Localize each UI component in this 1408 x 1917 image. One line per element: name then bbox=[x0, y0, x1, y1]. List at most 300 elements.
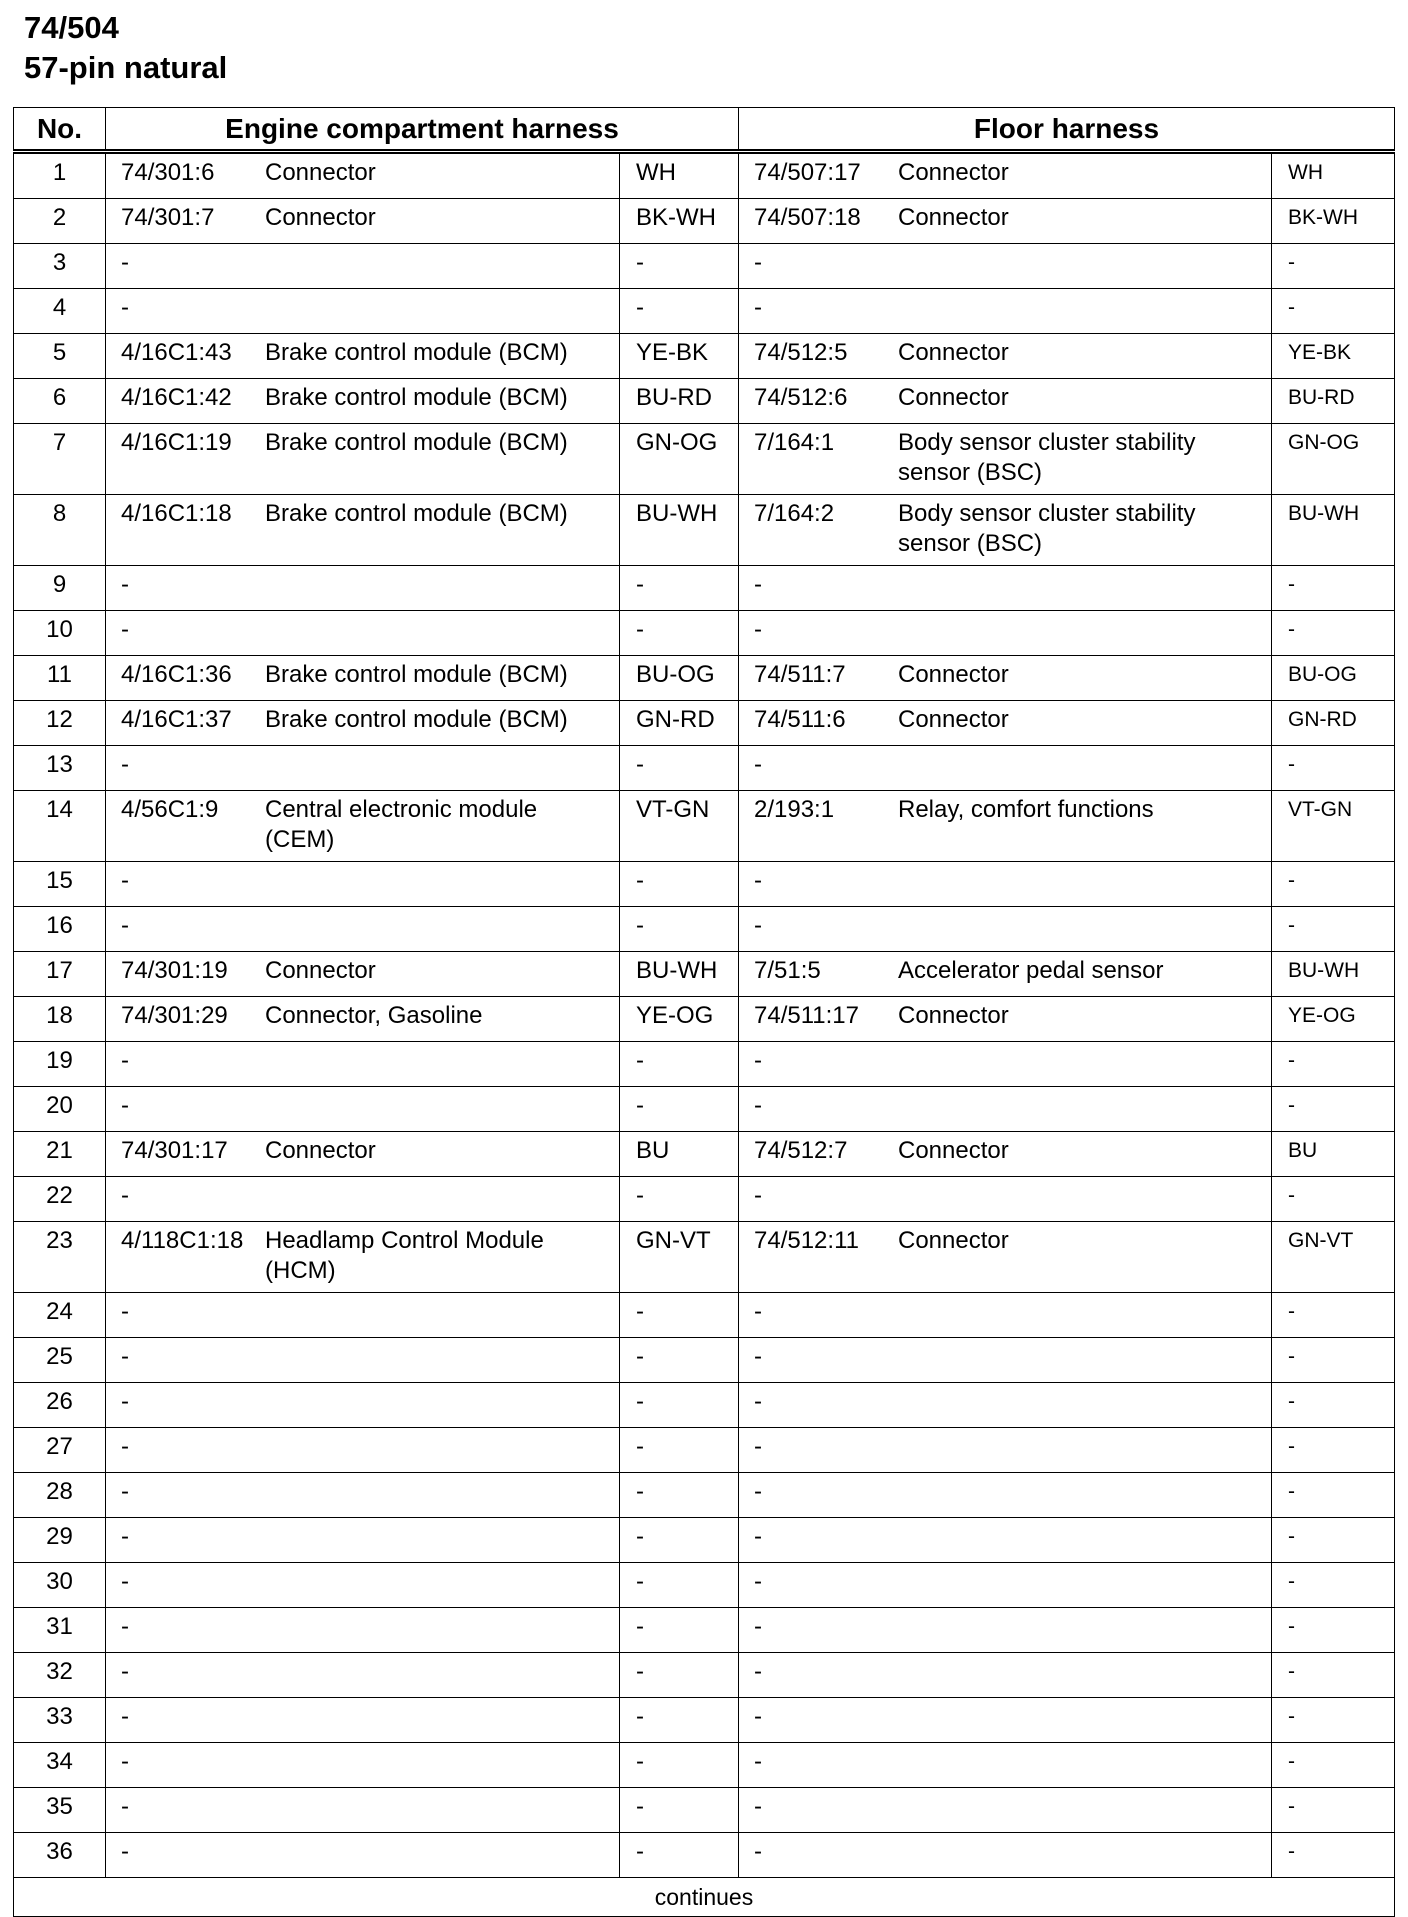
engine-connection bbox=[106, 1563, 620, 1608]
engine-desc: Connector bbox=[265, 957, 376, 984]
pin-number: 11 bbox=[14, 656, 106, 701]
table-row bbox=[14, 746, 1395, 791]
col-header-engine: Engine compartment harness bbox=[106, 108, 739, 152]
pin-number: 16 bbox=[14, 907, 106, 952]
floor-desc: Body sensor cluster stability sensor (BSC) bbox=[898, 429, 1196, 486]
engine-wire-color: WH bbox=[620, 152, 739, 199]
floor-wire-color: - bbox=[1272, 1698, 1395, 1743]
floor-connection bbox=[739, 656, 1272, 701]
pin-number: 7 bbox=[14, 424, 106, 495]
floor-desc: Connector bbox=[898, 384, 1009, 411]
floor-desc: Connector bbox=[898, 706, 1009, 733]
engine-ref: - bbox=[121, 1748, 129, 1775]
floor-desc: Relay, comfort functions bbox=[898, 796, 1154, 823]
floor-connection bbox=[739, 1473, 1272, 1518]
floor-connection bbox=[739, 152, 1272, 199]
engine-connection bbox=[106, 1338, 620, 1383]
table-row bbox=[14, 1383, 1395, 1428]
pin-number: 32 bbox=[14, 1653, 106, 1698]
engine-ref: - bbox=[121, 1298, 129, 1325]
floor-connection bbox=[739, 1042, 1272, 1087]
engine-wire-color: - bbox=[620, 1087, 739, 1132]
pin-number: 15 bbox=[14, 862, 106, 907]
engine-ref: - bbox=[121, 1613, 129, 1640]
pin-number: 2 bbox=[14, 199, 106, 244]
engine-ref: 74/301:17 bbox=[121, 1137, 228, 1164]
engine-ref: - bbox=[121, 1478, 129, 1505]
floor-connection bbox=[739, 379, 1272, 424]
floor-wire-color: - bbox=[1272, 244, 1395, 289]
pin-number: 28 bbox=[14, 1473, 106, 1518]
pin-number: 14 bbox=[14, 791, 106, 862]
pin-number: 36 bbox=[14, 1833, 106, 1878]
engine-ref: - bbox=[121, 1182, 129, 1209]
engine-ref: 4/16C1:43 bbox=[121, 339, 232, 366]
floor-wire-color: - bbox=[1272, 1653, 1395, 1698]
connector-id: 74/504 bbox=[24, 10, 119, 45]
table-row bbox=[14, 1653, 1395, 1698]
table-row bbox=[14, 334, 1395, 379]
engine-wire-color: - bbox=[620, 1788, 739, 1833]
engine-ref: - bbox=[121, 616, 129, 643]
engine-connection bbox=[106, 1473, 620, 1518]
pin-number: 5 bbox=[14, 334, 106, 379]
floor-connection bbox=[739, 1293, 1272, 1338]
floor-connection bbox=[739, 566, 1272, 611]
engine-desc: Connector bbox=[265, 159, 376, 186]
floor-wire-color: BU-WH bbox=[1272, 952, 1395, 997]
engine-desc: Brake control module (BCM) bbox=[265, 706, 568, 733]
floor-connection bbox=[739, 199, 1272, 244]
pin-number: 9 bbox=[14, 566, 106, 611]
engine-wire-color: BU-WH bbox=[620, 952, 739, 997]
floor-wire-color: - bbox=[1272, 1042, 1395, 1087]
engine-ref: 4/16C1:42 bbox=[121, 384, 232, 411]
engine-connection bbox=[106, 997, 620, 1042]
table-row bbox=[14, 1042, 1395, 1087]
floor-desc: Connector bbox=[898, 339, 1009, 366]
table-row bbox=[14, 1428, 1395, 1473]
floor-desc: Connector bbox=[898, 661, 1009, 688]
engine-wire-color: - bbox=[620, 1177, 739, 1222]
pin-number: 24 bbox=[14, 1293, 106, 1338]
floor-ref: 74/507:18 bbox=[754, 204, 861, 231]
engine-connection bbox=[106, 656, 620, 701]
floor-wire-color: - bbox=[1272, 1383, 1395, 1428]
engine-ref: - bbox=[121, 1838, 129, 1865]
pin-number: 21 bbox=[14, 1132, 106, 1177]
floor-wire-color: - bbox=[1272, 1608, 1395, 1653]
floor-ref: - bbox=[754, 1793, 762, 1820]
floor-connection bbox=[739, 701, 1272, 746]
engine-wire-color: - bbox=[620, 1383, 739, 1428]
engine-ref: - bbox=[121, 1658, 129, 1685]
floor-ref: - bbox=[754, 1838, 762, 1865]
table-row bbox=[14, 199, 1395, 244]
table-footer-row bbox=[14, 1878, 1395, 1917]
floor-desc: Connector bbox=[898, 159, 1009, 186]
table-row bbox=[14, 1743, 1395, 1788]
engine-desc: Brake control module (BCM) bbox=[265, 429, 568, 456]
floor-wire-color: BK-WH bbox=[1272, 199, 1395, 244]
floor-ref: - bbox=[754, 294, 762, 321]
pin-number: 25 bbox=[14, 1338, 106, 1383]
floor-wire-color: - bbox=[1272, 566, 1395, 611]
table-row bbox=[14, 862, 1395, 907]
engine-connection bbox=[106, 424, 620, 495]
engine-desc: Central electronic module (CEM) bbox=[265, 796, 538, 853]
table-row bbox=[14, 1222, 1395, 1293]
engine-ref: - bbox=[121, 1523, 129, 1550]
engine-wire-color: - bbox=[620, 907, 739, 952]
engine-ref: 4/16C1:18 bbox=[121, 500, 232, 527]
floor-wire-color: - bbox=[1272, 862, 1395, 907]
engine-connection bbox=[106, 334, 620, 379]
pin-table bbox=[13, 107, 1395, 1917]
floor-wire-color: - bbox=[1272, 1563, 1395, 1608]
floor-connection bbox=[739, 1608, 1272, 1653]
floor-wire-color: BU-RD bbox=[1272, 379, 1395, 424]
floor-ref: 74/512:5 bbox=[754, 339, 848, 366]
engine-connection bbox=[106, 1743, 620, 1788]
pin-number: 27 bbox=[14, 1428, 106, 1473]
engine-wire-color: - bbox=[620, 1563, 739, 1608]
floor-connection bbox=[739, 611, 1272, 656]
table-row bbox=[14, 611, 1395, 656]
floor-wire-color: VT-GN bbox=[1272, 791, 1395, 862]
floor-connection bbox=[739, 424, 1272, 495]
engine-ref: - bbox=[121, 1703, 129, 1730]
engine-connection bbox=[106, 152, 620, 199]
floor-ref: 74/512:11 bbox=[754, 1227, 859, 1254]
engine-connection bbox=[106, 379, 620, 424]
floor-connection bbox=[739, 244, 1272, 289]
engine-connection bbox=[106, 1177, 620, 1222]
engine-wire-color: - bbox=[620, 862, 739, 907]
engine-connection bbox=[106, 746, 620, 791]
pin-number: 18 bbox=[14, 997, 106, 1042]
table-row bbox=[14, 791, 1395, 862]
engine-ref: - bbox=[121, 249, 129, 276]
engine-connection bbox=[106, 952, 620, 997]
floor-ref: 7/164:2 bbox=[754, 500, 835, 527]
engine-wire-color: - bbox=[620, 1608, 739, 1653]
floor-ref: - bbox=[754, 751, 762, 778]
engine-desc: Brake control module (BCM) bbox=[265, 384, 568, 411]
pin-number: 3 bbox=[14, 244, 106, 289]
floor-wire-color: - bbox=[1272, 1293, 1395, 1338]
table-row bbox=[14, 1087, 1395, 1132]
engine-wire-color: - bbox=[620, 566, 739, 611]
table-row bbox=[14, 1698, 1395, 1743]
floor-ref: - bbox=[754, 1343, 762, 1370]
engine-wire-color: - bbox=[620, 1518, 739, 1563]
table-row bbox=[14, 152, 1395, 199]
engine-wire-color: - bbox=[620, 1338, 739, 1383]
table-row bbox=[14, 1563, 1395, 1608]
table-row bbox=[14, 1177, 1395, 1222]
engine-connection bbox=[106, 1222, 620, 1293]
floor-wire-color: GN-OG bbox=[1272, 424, 1395, 495]
floor-wire-color: GN-RD bbox=[1272, 701, 1395, 746]
floor-connection bbox=[739, 1698, 1272, 1743]
connector-description: 57-pin natural bbox=[24, 50, 228, 85]
floor-wire-color: YE-BK bbox=[1272, 334, 1395, 379]
floor-connection bbox=[739, 862, 1272, 907]
engine-wire-color: - bbox=[620, 244, 739, 289]
pin-number: 1 bbox=[14, 152, 106, 199]
engine-ref: - bbox=[121, 751, 129, 778]
floor-wire-color: - bbox=[1272, 1473, 1395, 1518]
floor-connection bbox=[739, 746, 1272, 791]
floor-connection bbox=[739, 1743, 1272, 1788]
floor-ref: - bbox=[754, 1523, 762, 1550]
floor-ref: - bbox=[754, 1433, 762, 1460]
floor-ref: - bbox=[754, 1298, 762, 1325]
floor-connection bbox=[739, 791, 1272, 862]
floor-wire-color: - bbox=[1272, 289, 1395, 334]
engine-connection bbox=[106, 289, 620, 334]
table-body bbox=[14, 152, 1395, 1878]
col-header-no: No. bbox=[14, 108, 106, 152]
engine-desc: Brake control module (BCM) bbox=[265, 661, 568, 688]
engine-wire-color: YE-BK bbox=[620, 334, 739, 379]
engine-connection bbox=[106, 1383, 620, 1428]
floor-connection bbox=[739, 1563, 1272, 1608]
pin-number: 34 bbox=[14, 1743, 106, 1788]
pin-number: 31 bbox=[14, 1608, 106, 1653]
table-row bbox=[14, 656, 1395, 701]
engine-ref: 4/16C1:19 bbox=[121, 429, 232, 456]
engine-desc: Headlamp Control Module (HCM) bbox=[265, 1227, 544, 1284]
floor-wire-color: YE-OG bbox=[1272, 997, 1395, 1042]
col-header-floor: Floor harness bbox=[739, 108, 1395, 152]
floor-wire-color: - bbox=[1272, 611, 1395, 656]
floor-connection bbox=[739, 1833, 1272, 1878]
engine-wire-color: - bbox=[620, 289, 739, 334]
floor-ref: 74/507:17 bbox=[754, 159, 861, 186]
floor-connection bbox=[739, 1428, 1272, 1473]
engine-ref: - bbox=[121, 571, 129, 598]
engine-desc: Brake control module (BCM) bbox=[265, 339, 568, 366]
table-row bbox=[14, 424, 1395, 495]
pin-number: 26 bbox=[14, 1383, 106, 1428]
floor-wire-color: - bbox=[1272, 1177, 1395, 1222]
floor-ref: - bbox=[754, 1047, 762, 1074]
engine-connection bbox=[106, 199, 620, 244]
engine-connection bbox=[106, 1833, 620, 1878]
floor-connection bbox=[739, 289, 1272, 334]
engine-connection bbox=[106, 1698, 620, 1743]
floor-ref: - bbox=[754, 1478, 762, 1505]
engine-connection bbox=[106, 611, 620, 656]
engine-ref: 4/16C1:36 bbox=[121, 661, 232, 688]
engine-wire-color: - bbox=[620, 611, 739, 656]
pin-number: 29 bbox=[14, 1518, 106, 1563]
engine-connection bbox=[106, 1518, 620, 1563]
engine-connection bbox=[106, 1428, 620, 1473]
floor-ref: - bbox=[754, 1388, 762, 1415]
table-row bbox=[14, 379, 1395, 424]
engine-ref: - bbox=[121, 1433, 129, 1460]
page-heading bbox=[24, 8, 227, 88]
engine-desc: Connector bbox=[265, 204, 376, 231]
pin-number: 8 bbox=[14, 495, 106, 566]
table-row bbox=[14, 1608, 1395, 1653]
floor-desc: Connector bbox=[898, 204, 1009, 231]
floor-wire-color: - bbox=[1272, 1743, 1395, 1788]
table-row bbox=[14, 1293, 1395, 1338]
floor-desc: Connector bbox=[898, 1002, 1009, 1029]
engine-ref: - bbox=[121, 1388, 129, 1415]
engine-connection bbox=[106, 1608, 620, 1653]
engine-wire-color: VT-GN bbox=[620, 791, 739, 862]
floor-ref: - bbox=[754, 1658, 762, 1685]
floor-wire-color: - bbox=[1272, 1788, 1395, 1833]
floor-wire-color: BU bbox=[1272, 1132, 1395, 1177]
floor-connection bbox=[739, 1132, 1272, 1177]
engine-wire-color: GN-RD bbox=[620, 701, 739, 746]
engine-ref: - bbox=[121, 1343, 129, 1370]
table-row bbox=[14, 701, 1395, 746]
table-row bbox=[14, 1788, 1395, 1833]
engine-ref: - bbox=[121, 1793, 129, 1820]
engine-connection bbox=[106, 701, 620, 746]
pin-number: 33 bbox=[14, 1698, 106, 1743]
engine-ref: - bbox=[121, 1092, 129, 1119]
floor-ref: 74/512:7 bbox=[754, 1137, 848, 1164]
engine-wire-color: - bbox=[620, 1653, 739, 1698]
floor-ref: - bbox=[754, 616, 762, 643]
pin-number: 30 bbox=[14, 1563, 106, 1608]
floor-desc: Connector bbox=[898, 1137, 1009, 1164]
engine-ref: - bbox=[121, 1568, 129, 1595]
engine-wire-color: - bbox=[620, 1293, 739, 1338]
floor-wire-color: - bbox=[1272, 1518, 1395, 1563]
floor-wire-color: - bbox=[1272, 907, 1395, 952]
floor-ref: - bbox=[754, 1748, 762, 1775]
floor-wire-color: - bbox=[1272, 1833, 1395, 1878]
engine-wire-color: - bbox=[620, 746, 739, 791]
floor-wire-color: GN-VT bbox=[1272, 1222, 1395, 1293]
floor-ref: 74/511:6 bbox=[754, 706, 846, 733]
floor-ref: 7/164:1 bbox=[754, 429, 835, 456]
table-row bbox=[14, 1518, 1395, 1563]
engine-connection bbox=[106, 1293, 620, 1338]
engine-connection bbox=[106, 495, 620, 566]
engine-connection bbox=[106, 1788, 620, 1833]
pin-number: 20 bbox=[14, 1087, 106, 1132]
floor-connection bbox=[739, 1338, 1272, 1383]
floor-connection bbox=[739, 1177, 1272, 1222]
engine-wire-color: BU-OG bbox=[620, 656, 739, 701]
floor-connection bbox=[739, 1653, 1272, 1698]
engine-connection bbox=[106, 1042, 620, 1087]
floor-connection bbox=[739, 334, 1272, 379]
floor-ref: - bbox=[754, 1092, 762, 1119]
engine-desc: Brake control module (BCM) bbox=[265, 500, 568, 527]
pin-number: 12 bbox=[14, 701, 106, 746]
floor-wire-color: - bbox=[1272, 746, 1395, 791]
table-row bbox=[14, 952, 1395, 997]
engine-ref: 4/16C1:37 bbox=[121, 706, 232, 733]
engine-wire-color: BK-WH bbox=[620, 199, 739, 244]
floor-connection bbox=[739, 952, 1272, 997]
engine-ref: 74/301:7 bbox=[121, 204, 215, 231]
engine-connection bbox=[106, 862, 620, 907]
floor-ref: - bbox=[754, 1568, 762, 1595]
floor-wire-color: BU-OG bbox=[1272, 656, 1395, 701]
floor-ref: 7/51:5 bbox=[754, 957, 821, 984]
floor-connection bbox=[739, 1087, 1272, 1132]
floor-connection bbox=[739, 1518, 1272, 1563]
engine-connection bbox=[106, 791, 620, 862]
table-row bbox=[14, 244, 1395, 289]
floor-wire-color: - bbox=[1272, 1338, 1395, 1383]
engine-ref: - bbox=[121, 867, 129, 894]
engine-wire-color: BU-WH bbox=[620, 495, 739, 566]
table-row bbox=[14, 997, 1395, 1042]
engine-wire-color: GN-VT bbox=[620, 1222, 739, 1293]
floor-ref: 2/193:1 bbox=[754, 796, 835, 823]
pin-number: 35 bbox=[14, 1788, 106, 1833]
floor-wire-color: - bbox=[1272, 1087, 1395, 1132]
table-row bbox=[14, 1473, 1395, 1518]
engine-ref: 74/301:6 bbox=[121, 159, 215, 186]
floor-connection bbox=[739, 997, 1272, 1042]
floor-ref: - bbox=[754, 249, 762, 276]
engine-wire-color: - bbox=[620, 1428, 739, 1473]
engine-connection bbox=[106, 1653, 620, 1698]
table-row bbox=[14, 289, 1395, 334]
engine-wire-color: YE-OG bbox=[620, 997, 739, 1042]
pin-number: 4 bbox=[14, 289, 106, 334]
floor-connection bbox=[739, 907, 1272, 952]
engine-connection bbox=[106, 566, 620, 611]
pin-number: 10 bbox=[14, 611, 106, 656]
pin-number: 23 bbox=[14, 1222, 106, 1293]
pin-number: 6 bbox=[14, 379, 106, 424]
pin-number: 17 bbox=[14, 952, 106, 997]
floor-wire-color: WH bbox=[1272, 152, 1395, 199]
engine-wire-color: - bbox=[620, 1743, 739, 1788]
table-header-row bbox=[14, 108, 1395, 152]
floor-ref: 74/511:17 bbox=[754, 1002, 859, 1029]
engine-ref: 74/301:29 bbox=[121, 1002, 228, 1029]
floor-ref: 74/512:6 bbox=[754, 384, 848, 411]
floor-ref: 74/511:7 bbox=[754, 661, 846, 688]
engine-wire-color: - bbox=[620, 1833, 739, 1878]
floor-ref: - bbox=[754, 1613, 762, 1640]
engine-desc: Connector, Gasoline bbox=[265, 1002, 483, 1029]
engine-wire-color: - bbox=[620, 1698, 739, 1743]
table-row bbox=[14, 907, 1395, 952]
floor-ref: - bbox=[754, 1182, 762, 1209]
floor-connection bbox=[739, 1222, 1272, 1293]
engine-wire-color: - bbox=[620, 1042, 739, 1087]
floor-connection bbox=[739, 1383, 1272, 1428]
floor-ref: - bbox=[754, 1703, 762, 1730]
engine-connection bbox=[106, 1132, 620, 1177]
floor-wire-color: BU-WH bbox=[1272, 495, 1395, 566]
engine-wire-color: - bbox=[620, 1473, 739, 1518]
engine-ref: - bbox=[121, 912, 129, 939]
table-row bbox=[14, 1132, 1395, 1177]
engine-ref: - bbox=[121, 294, 129, 321]
engine-wire-color: BU bbox=[620, 1132, 739, 1177]
engine-ref: - bbox=[121, 1047, 129, 1074]
floor-desc: Body sensor cluster stability sensor (BSC) bbox=[898, 500, 1196, 557]
